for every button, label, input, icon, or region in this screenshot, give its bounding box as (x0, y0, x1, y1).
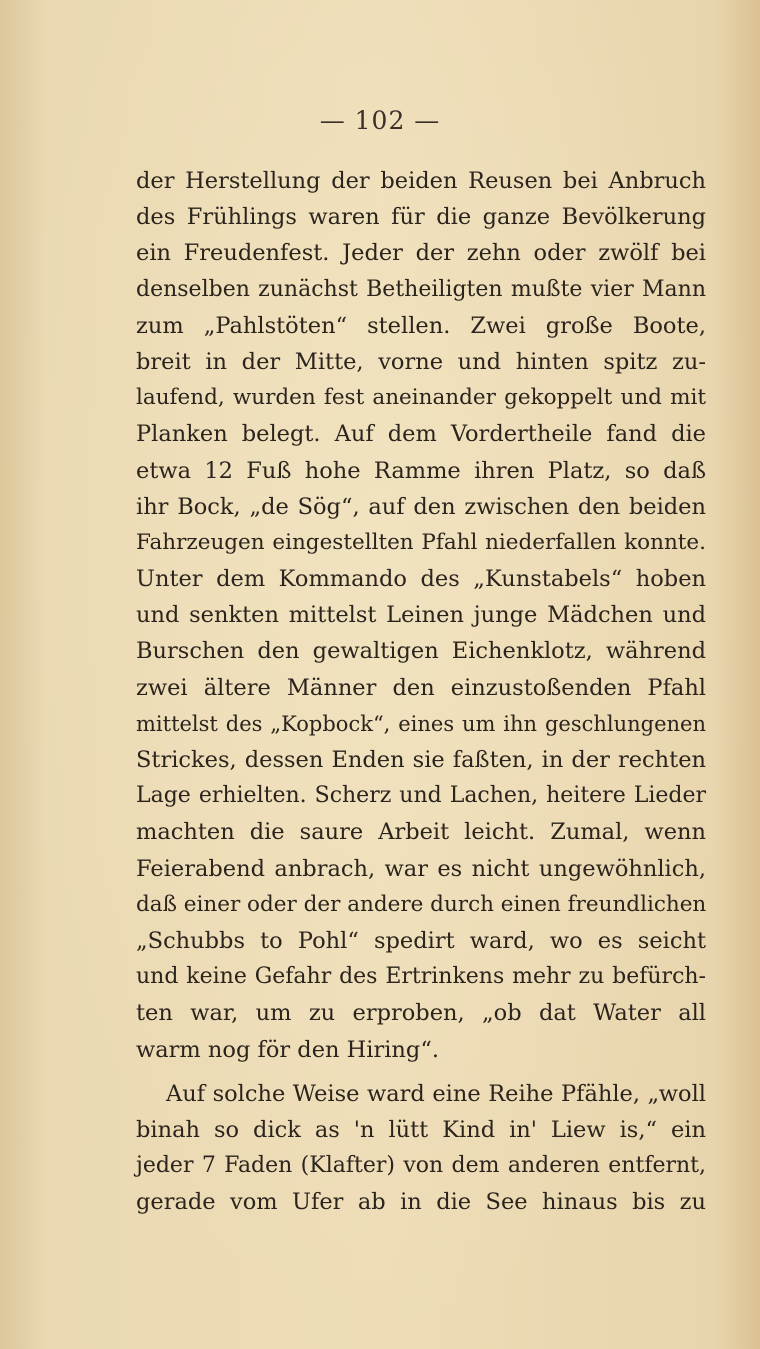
text-line: denselben zunächst Betheiligten mußte vier Mann (136, 276, 706, 302)
text-line: machten die saure Arbeit leicht. Zumal, wenn (136, 819, 706, 846)
text-line: ten war, um zu erproben, „ob dat Water all (136, 1000, 706, 1027)
text-line: zwei ältere Männer den einzustoßenden Pfahl (136, 674, 706, 701)
text-line: mittelst des „Kopbock“, eines um ihn geschlungenen (136, 711, 706, 736)
text-line: Auf solche Weise ward eine Reihe Pfähle, „woll (166, 1080, 706, 1107)
text-line: warm nog för den Hiring“. (136, 1036, 439, 1063)
text-line: etwa 12 Fuß hohe Ramme ihren Platz, so daß (136, 457, 706, 484)
paragraph-gap (136, 1068, 706, 1076)
paragraph-2 (136, 1076, 706, 1221)
text-line: laufend, wurden fest aneinander gekoppelt und mit (136, 385, 706, 411)
text-line: ein Freudenfest. Jeder der zehn oder zwölf bei (136, 240, 706, 267)
text-line: gerade vom Ufer ab in die See hinaus bis zu (136, 1189, 706, 1216)
text-line: daß einer oder der andere durch einen freundlichen (136, 891, 707, 917)
text-line: Planken belegt. Auf dem Vordertheile fand die (136, 421, 706, 448)
text-line: Fahrzeugen eingestellten Pfahl niederfallen konnte. (136, 529, 706, 555)
text-line: der Herstellung der beiden Reusen bei Anbruch (136, 168, 706, 194)
text-line: Strickes, dessen Enden sie faßten, in der rechten (136, 747, 706, 773)
text-line: und keine Gefahr des Ertrinkens mehr zu befürch- (136, 964, 706, 990)
text-line: jeder 7 Faden (Klafter) von dem anderen entfernt, (136, 1153, 706, 1179)
text-line: binah so dick as 'n lütt Kind in' Liew is,“ ein (136, 1116, 706, 1143)
text-line: Burschen den gewaltigen Eichenklotz, während (136, 638, 706, 665)
text-line: „Schubbs to Pohl“ spedirt ward, wo es seicht (136, 927, 706, 954)
text-line: breit in der Mitte, vorne und hinten spitz zu- (136, 348, 706, 375)
paragraph-1 (136, 163, 706, 1068)
text-line: Feierabend anbrach, war es nicht ungewöhnlich, (136, 855, 706, 882)
page-number: — 102 — (319, 106, 441, 135)
text-line: und senkten mittelst Leinen junge Mädchen und (136, 602, 706, 629)
body-text (136, 163, 706, 1220)
text-line: des Frühlings waren für die ganze Bevölkerung (136, 204, 706, 231)
text-line: Lage erhielten. Scherz und Lachen, heitere Lieder (136, 783, 706, 809)
text-line: ihr Bock, „de Sög“, auf den zwischen den beiden (136, 493, 706, 520)
text-line: Unter dem Kommando des „Kunstabels“ hoben (136, 566, 706, 593)
text-line: zum „Pahlstöten“ stellen. Zwei große Boote, (136, 312, 706, 339)
